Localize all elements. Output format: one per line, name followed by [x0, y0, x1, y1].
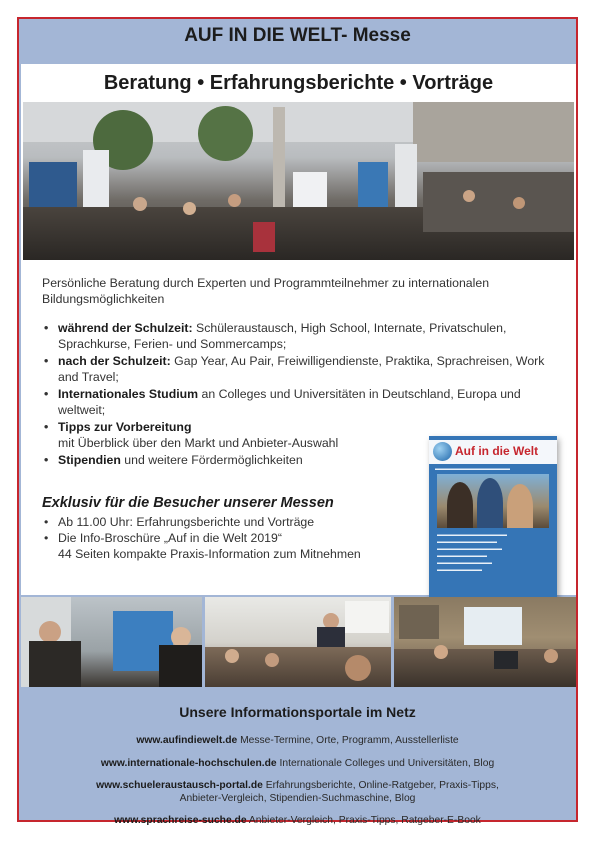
- portal-item: [19, 757, 576, 770]
- portal-item: [19, 814, 576, 827]
- globe-icon: [433, 442, 452, 461]
- photo-consultation: [21, 597, 202, 687]
- portal-link[interactable]: www.internationale-hochschulen.de: [100, 758, 277, 769]
- portal-desc: Internationale Colleges und Universitäten, Blog: [276, 758, 495, 769]
- list-item: • Internationales Studium an Colleges und Universitäten in Deutschland, Europa und weltweit;: [44, 387, 521, 417]
- list-item: [42, 546, 432, 562]
- flyer-frame: [17, 17, 578, 826]
- portal-desc-continued: Anbieter-Vergleich, Stipendien-Suchmaschine, Blog: [179, 793, 416, 804]
- bullet-label: Stipendien: [58, 453, 121, 467]
- exclusive-title: Exklusiv für die Besucher unserer Messen: [42, 495, 334, 511]
- brochure-photo: [437, 474, 549, 528]
- list-item: • Stipendien und weitere Fördermöglichkeiten: [44, 453, 303, 467]
- portal-item: [19, 779, 576, 805]
- list-item: • während der Schulzeit: Schüleraustausch, High School, Internate, Privatschulen, Sprachkurse, Ferien- und Sommercamps;: [44, 321, 507, 351]
- portal-link[interactable]: www.aufindiewelt.de: [136, 735, 238, 746]
- bullet-text: Schüleraustausch, High School, Internate, Privatschulen, Sprachkurse, Ferien- und Sommercamps;: [58, 321, 507, 351]
- intro-text: Persönliche Beratung durch Experten und Programmteilnehmer zu internationalen Bildungsmöglichkeiten: [42, 276, 490, 306]
- page-title: AUF IN DIE WELT- Messe: [184, 25, 411, 46]
- portal-desc: Anbieter-Vergleich, Praxis-Tipps, Ratgeber-E-Book: [246, 815, 481, 826]
- portal-link[interactable]: www.sprachreise-suche.de: [114, 815, 247, 826]
- hero-photo-fair-crowd: [23, 102, 574, 260]
- portals-title: Unsere Informationsportale im Netz: [179, 704, 416, 720]
- list-item: • nach der Schulzeit: Gap Year, Au Pair, Freiwilligendienste, Praktika, Sprachreisen, Work and Travel;: [44, 354, 545, 384]
- brochure-title: Auf in die Welt: [455, 444, 539, 458]
- bullet-label: während der Schulzeit:: [58, 321, 193, 335]
- bullet-text: mit Überblick über den Markt und Anbieter-Auswahl: [58, 436, 339, 450]
- photo-presentation: [394, 597, 576, 687]
- list-item: • Die Info-Broschüre „Auf in die Welt 2019“: [44, 531, 282, 545]
- bullet-label: Tipps zur Vorbereitung: [58, 420, 192, 434]
- photo-strip: [21, 597, 576, 687]
- bullet-label: nach der Schulzeit:: [58, 354, 171, 368]
- bullet-text: und weitere Fördermöglichkeiten: [120, 453, 303, 467]
- exclusive-section: [42, 495, 432, 562]
- portal-desc: Erfahrungsberichte, Online-Ratgeber, Praxis-Tipps,: [262, 780, 499, 791]
- exclusive-item-text: Die Info-Broschüre „Auf in die Welt 2019“: [58, 531, 282, 545]
- bullet-text: an Colleges und Universitäten in Deutschland, Europa und weltweit;: [58, 387, 521, 417]
- bullet-label: Internationales Studium: [58, 387, 199, 401]
- main-content: [21, 102, 576, 595]
- exclusive-item-text: 44 Seiten kompakte Praxis-Information zum Mitnehmen: [58, 547, 361, 561]
- list-item: • Tipps zur Vorbereitung mit Überblick über den Markt und Anbieter-Auswahl: [44, 420, 339, 450]
- portal-item: [19, 734, 576, 747]
- bullet-text: Gap Year, Au Pair, Freiwilligendienste, Praktika, Sprachreisen, Work and Travel;: [58, 354, 545, 384]
- photo-lecture: [205, 597, 391, 687]
- brochure-cover-image: Auf in die Welt ▬▬▬▬▬▬▬▬▬▬▬▬▬▬▬ ▬▬▬▬▬▬▬▬▬▬▬▬▬▬ ▬▬▬▬▬▬▬▬▬▬▬▬ ▬▬▬▬▬▬▬▬▬▬▬▬▬ ▬▬▬▬▬▬▬▬▬▬ ▬▬▬▬▬▬▬▬▬▬▬ ▬▬▬▬▬▬▬▬▬: [429, 436, 557, 599]
- subtitle-band: [21, 64, 576, 102]
- portal-link[interactable]: www.schueleraustausch-portal.de: [96, 780, 263, 791]
- exclusive-item-text: Ab 11.00 Uhr: Erfahrungsberichte und Vorträge: [58, 515, 315, 529]
- portal-desc: Messe-Termine, Orte, Programm, Ausstellerliste: [237, 735, 459, 746]
- list-item: • Ab 11.00 Uhr: Erfahrungsberichte und Vorträge: [44, 515, 315, 529]
- page-subtitle: Beratung • Erfahrungsberichte • Vorträge: [103, 72, 494, 94]
